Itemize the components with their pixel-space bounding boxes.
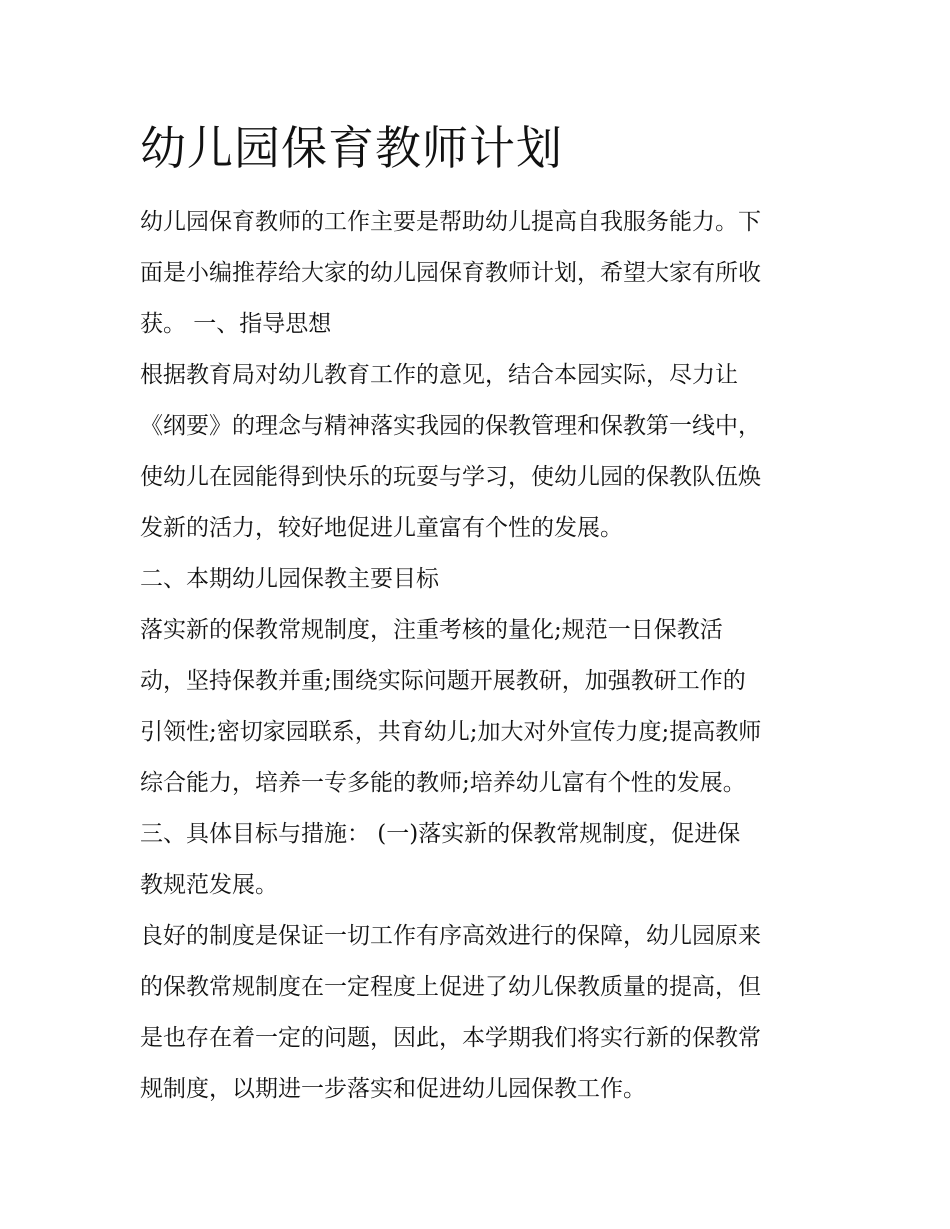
body-line-6: 使幼儿在园能得到快乐的玩耍与学习，使幼儿园的保教队伍焕: [140, 464, 761, 490]
body-line-5: 《纲要》的理念与精神落实我园的保教管理和保教第一线中，: [140, 413, 761, 439]
body-line-1: 幼儿园保育教师的工作主要是帮助幼儿提高自我服务能力。下: [140, 209, 761, 235]
body-line-12: 综合能力，培养一专多能的教师;培养幼儿富有个性的发展。: [140, 770, 746, 796]
body-line-3: 获。 一、指导思想: [140, 311, 332, 337]
body-line-2: 面是小编推荐给大家的幼儿园保育教师计划，希望大家有所收: [140, 260, 761, 286]
body-line-11: 引领性;密切家园联系，共育幼儿;加大对外宣传力度;提高教师: [140, 719, 762, 745]
body-line-15: 良好的制度是保证一切工作有序高效进行的保障，幼儿园原来: [140, 923, 761, 949]
body-line-10: 动，坚持保教并重;围绕实际问题开展教研，加强教研工作的: [140, 668, 746, 694]
body-line-18: 规制度，以期进一步落实和促进幼儿园保教工作。: [140, 1076, 646, 1102]
body-line-7: 发新的活力，较好地促进儿童富有个性的发展。: [140, 515, 623, 541]
body-line-13: 三、具体目标与措施： (一)落实新的保教常规制度，促进保: [140, 821, 741, 847]
body-line-4: 根据教育局对幼儿教育工作的意见，结合本园实际，尽力让: [140, 362, 738, 388]
body-line-17: 是也存在着一定的问题，因此，本学期我们将实行新的保教常: [140, 1025, 761, 1051]
body-line-9: 落实新的保教常规制度，注重考核的量化;规范一日保教活: [140, 617, 723, 643]
body-line-8: 二、本期幼儿园保教主要目标: [140, 566, 439, 592]
document-title: 幼儿园保育教师计划: [140, 121, 563, 175]
body-line-14: 教规范发展。: [140, 872, 278, 898]
body-line-16: 的保教常规制度在一定程度上促进了幼儿保教质量的提高，但: [140, 974, 761, 1000]
